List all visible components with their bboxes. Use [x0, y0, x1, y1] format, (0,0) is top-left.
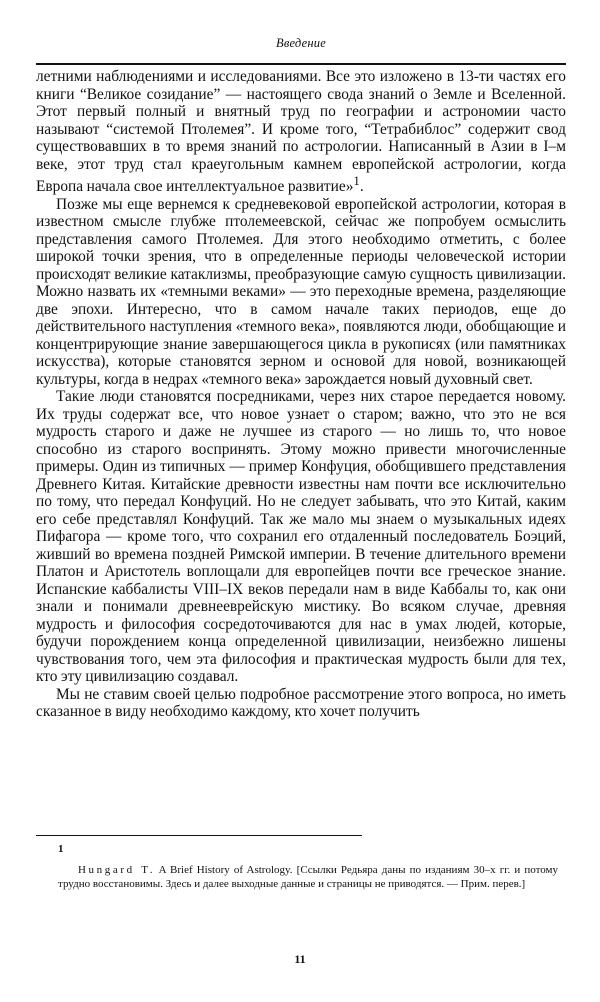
- footnote-text: A Brief History of Astrology. [Ссылки Редьяра даны по изданиям 30–х гг. и потому трудно восстановимы. Здесь и далее выходные данные и страницы не приводятся. — Прим. перев.]: [58, 864, 558, 890]
- footnote-rule: [36, 835, 362, 836]
- paragraph-2: Позже мы еще вернемся к средневековой европейской астрологии, которая в известном смысле глубже птолемеевской, сейчас же попробуем осмыслить представления самого Птолемея. Для этого необходимо отметить, с более широкой точки зрения, что в определенные периоды человеческой истории происходят великие катаклизмы, преобразующие самую сущность цивилизации. Можно назвать их «темными веками» — это переходные времена, разделяющие две эпохи. Интересно, что в самом начале таких периодов, еще до действительного наступления «темного века», появляются люди, обобщающие и концентрирующие знание завершающегося цикла в рукописях (или памятниках искусства), которые становятся зерном и основой для новой, возникающей культуры, когда в недрах «темного века» зарождается новый духовный свет.: [36, 195, 566, 388]
- paragraph-1-text: летними наблюдениями и исследованиями. Все это изложено в 13-ти частях его книги “Великое созидание” — настоящего свода знаний о Земле и Вселенной. Этот первый полный и внятный труд по географии и астрономии часто называют “системой Птолемея”. И кроме того, “Тетрабиблос” содержит свод существовавших в то время знаний по астрологии. Написанный в Азии в I–м веке, этот труд стал краеугольным камнем европейской астрологии, когда Европа начала свое интеллектуальное развитие»: [36, 68, 566, 196]
- footnote-reference: 1: [353, 174, 360, 188]
- page-number: 11: [294, 952, 306, 966]
- footnote: [58, 864, 558, 891]
- footnote-number: 1: [58, 843, 64, 855]
- main-text: [36, 68, 566, 721]
- footnote-author: Hungard T.: [78, 864, 156, 876]
- running-header: Введение: [276, 36, 326, 50]
- paragraph-4: Мы не ставим своей целью подробное рассмотрение этого вопроса, но иметь сказанное в виду необходимо каждому, кто хочет получить: [36, 685, 566, 721]
- header-rule: [36, 63, 566, 65]
- paragraph-3: Такие люди становятся посредниками, через них старое передается новому. Их труды содержат все, что новое узнает о старом; важно, что это не вся мудрость старого и даже не лучшее из старого — но лишь то, что новое способно из старого воспринять. Этому можно привести многочисленные примеры. Один из типичных — пример Конфуция, обобщившего представления Древнего Китая. Китайские древности известны нам почти все исключительно по тому, что передал Конфуций. Но не следует забывать, что это Китай, каким его себе представлял Конфуций. Так же мало мы знаем о музыкальных идеях Пифагора — кроме того, что сохранил его отдаленный последователь Боэций, живший во времена поздней Римской империи. В течение длительного времени Платон и Аристотель воплощали для европейцев почти все греческое знание. Испанские каббалисты VIII–IX веков передали нам в виде Каббалы то, как они знали и понимали древнееврейскую мистику. Во всяком случае, древняя мудрость и философия сосредоточиваются для нас в умах людей, которые, будучи порождением конца определенной цивилизации, неизбежно лишены чувствования того, чем эта философия и практическая мудрость были для тех, кто эту цивилизацию создавал.: [36, 388, 566, 686]
- paragraph-1: летними наблюдениями и исследованиями. Все это изложено в 13-ти частях его книги “Великое созидание” — настоящего свода знаний о Земле и Вселенной. Этот первый полный и внятный труд по географии и астрономии часто называют “системой Птолемея”. И кроме того, “Тетрабиблос” содержит свод существовавших в то время знаний по астрологии. Написанный в Азии в I–м веке, этот труд стал краеугольным камнем европейской астрологии, когда Европа начала свое интеллектуальное развитие»$^1$.: [36, 68, 566, 196]
